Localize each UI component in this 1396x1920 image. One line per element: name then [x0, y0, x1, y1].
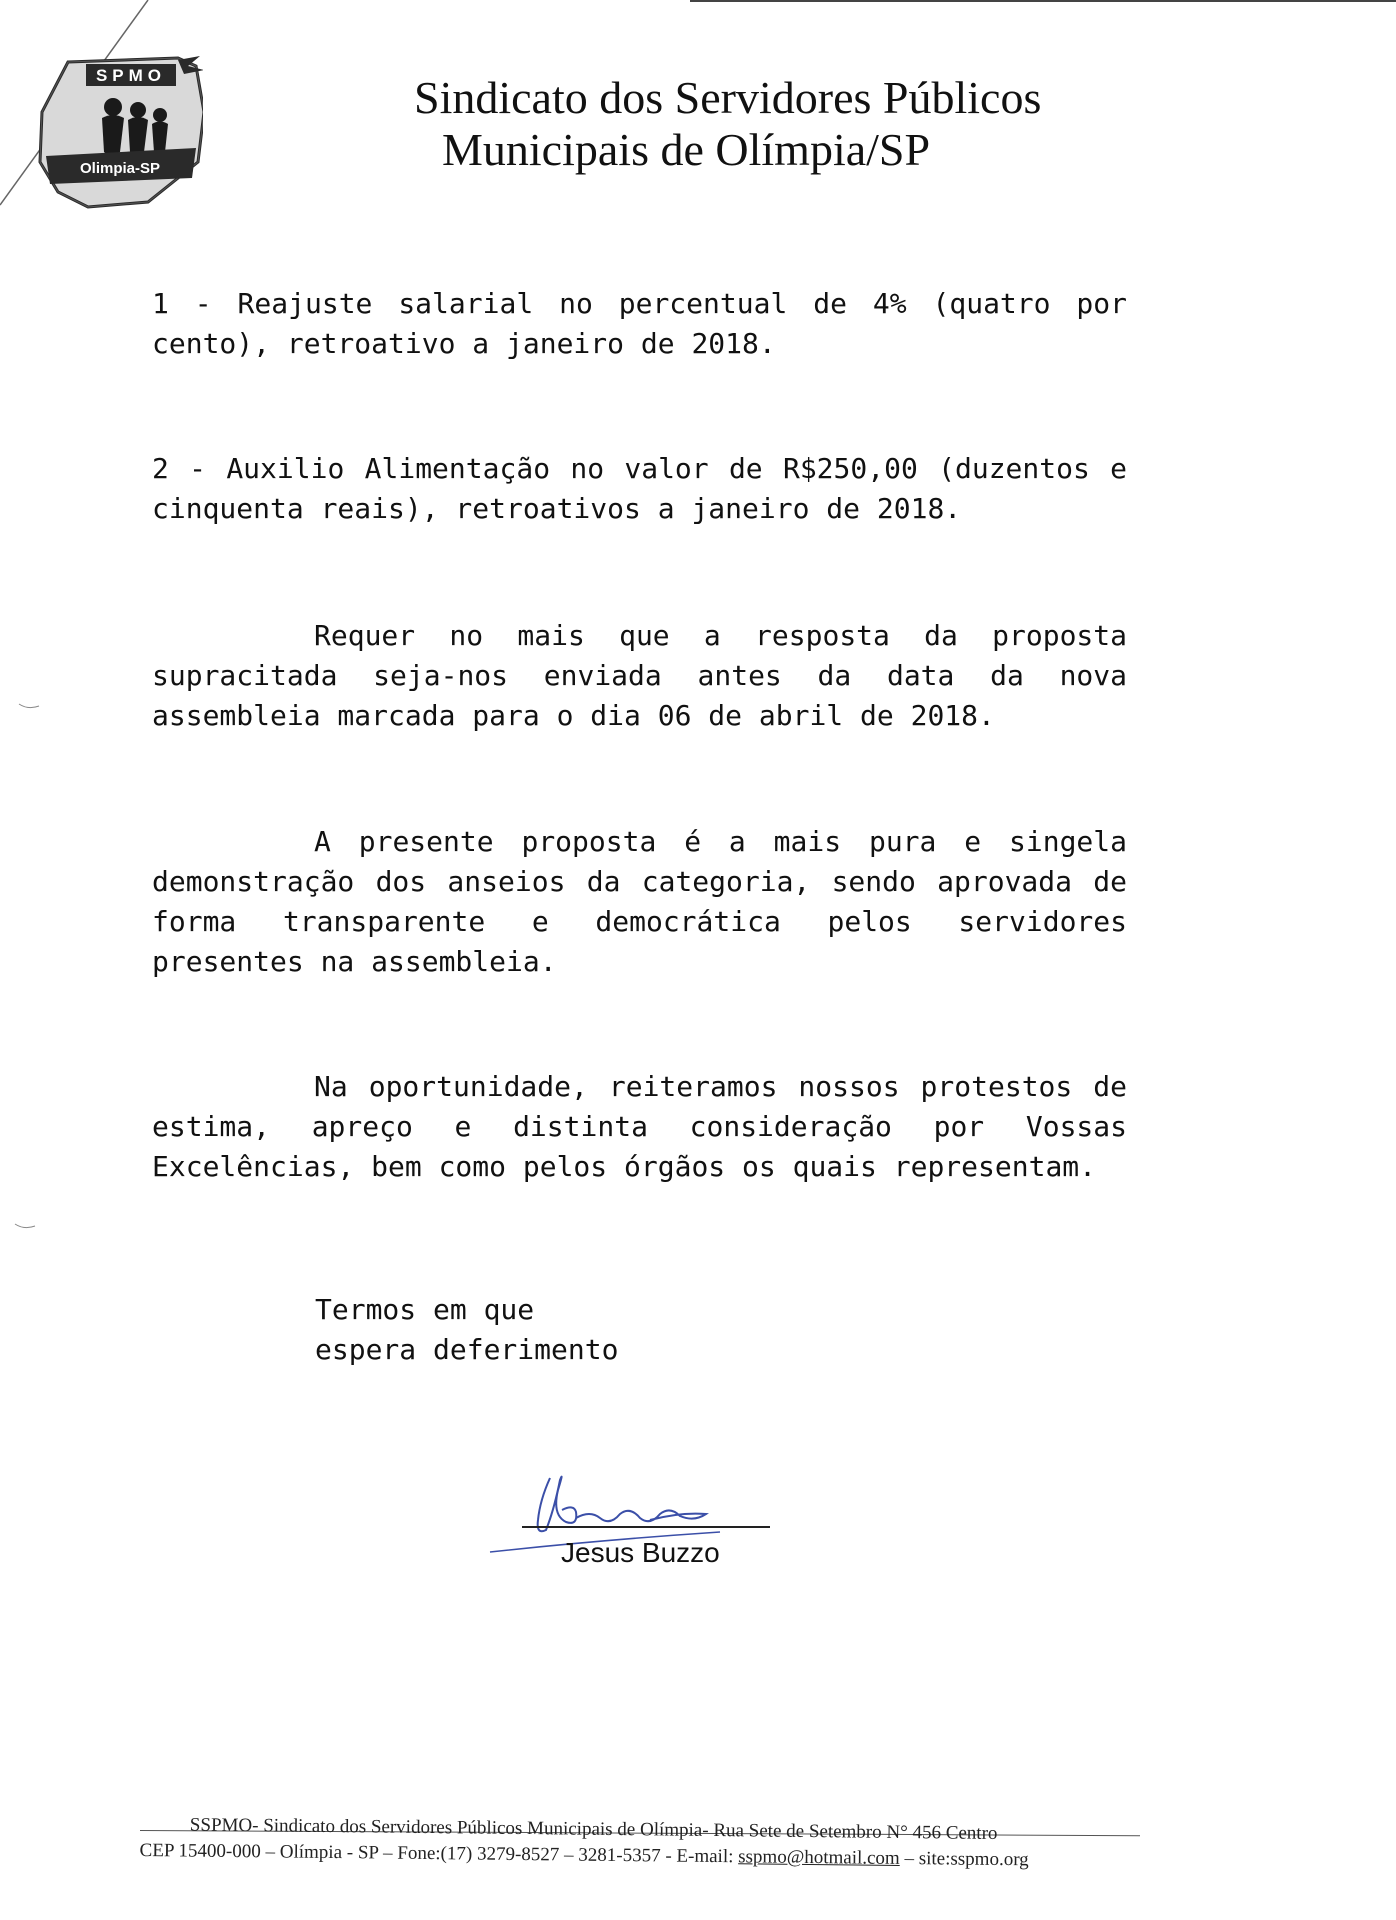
statement-paragraph: A presente proposta é a mais pura e singela demonstração dos anseios da categoria, sendo aprovada de forma transparente e democrática pelos servidores presentes na assembleia. [152, 825, 1127, 978]
footer-email-link[interactable]: sspmo@hotmail.com [738, 1846, 900, 1869]
logo-banner: Olimpia-SP [79, 160, 161, 177]
request-paragraph: Requer no mais que a resposta da proposta supracitada seja-nos enviada antes da data da nova assembleia marcada para o dia 06 de abril de 2018. [152, 619, 1127, 732]
regards-paragraph: Na oportunidade, reiteramos nossos protestos de estima, apreço e distinta consideração por Vossas Excelências, bem como pelos órgãos os quais representam. [152, 1070, 1127, 1183]
closing-block [315, 1290, 618, 1370]
letterhead-title-line2: Municipais de Olímpia/SP [442, 124, 931, 175]
proposal-item-1: 1 - Reajuste salarial no percentual de 4% (quatro por cento), retroativo a janeiro de 2018. [152, 287, 1127, 360]
letterhead-title-line1: Sindicato dos Servidores Públicos [414, 72, 1042, 123]
logo-initials: SPMO [95, 66, 167, 85]
union-logo [28, 52, 203, 212]
signer-name: Jesus Buzzo [561, 1537, 720, 1568]
footer-contact-suffix: – site:sspmo.org [899, 1847, 1029, 1871]
scan-speck [18, 702, 40, 710]
closing-line-2: espera deferimento [315, 1333, 619, 1366]
letterhead-footer [139, 1812, 1139, 1874]
scan-speck [14, 1222, 36, 1230]
top-edge-rule [690, 0, 1396, 2]
signature-line [522, 1526, 770, 1528]
letterhead-title [414, 72, 1114, 176]
proposal-item-2: 2 - Auxilio Alimentação no valor de R$250,00 (duzentos e cinquenta reais), retroativos a janeiro de 2018. [152, 452, 1127, 525]
footer-address-line: SSPMO- Sindicato dos Servidores Públicos Municipais de Olímpia- Rua Sete de Setembro N° 456 Centro [189, 1814, 998, 1844]
footer-contact-prefix: CEP 15400-000 – Olímpia - SP – Fone:(17) 3279-8527 – 3281-5357 - E-mail: [139, 1839, 739, 1868]
closing-line-1: Termos em que [315, 1293, 535, 1326]
